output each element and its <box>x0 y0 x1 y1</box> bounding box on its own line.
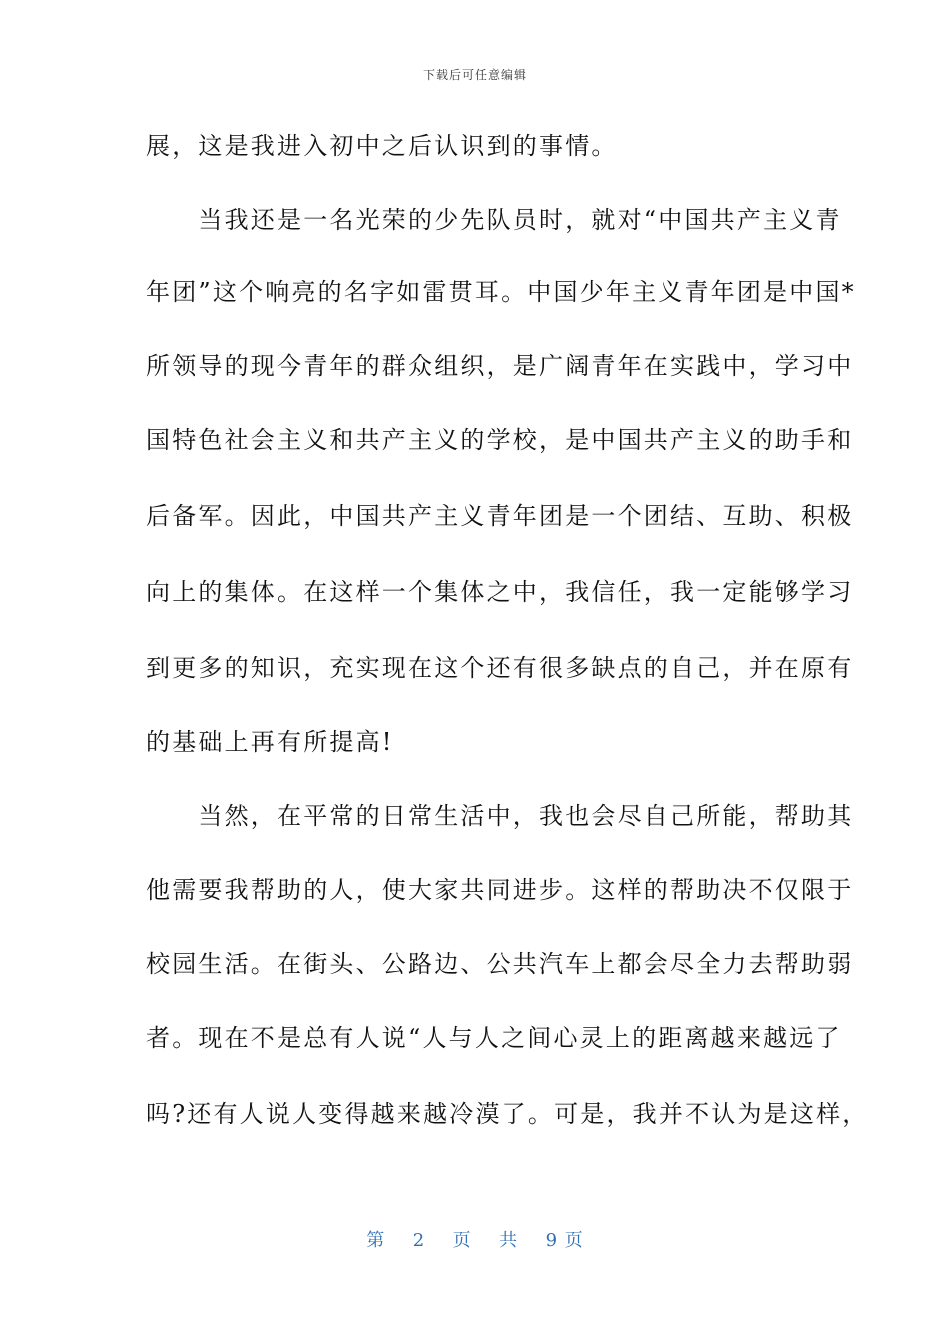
text-line: 展，这是我进入初中之后认识到的事情。 <box>146 132 618 160</box>
text-line: 到更多的知识，充实现在这个还有很多缺点的自己，并在原有 <box>146 654 854 682</box>
page-header: 下载后可任意编辑 <box>422 68 527 82</box>
footer-prefix: 第 <box>366 1230 386 1251</box>
text-line: 他需要我帮助的人，使大家共同进步。这样的帮助决不仅限于 <box>146 876 854 904</box>
footer-total-word: 共 <box>499 1230 519 1251</box>
footer-page-word: 页 <box>452 1230 472 1251</box>
text-line: 年团”这个响亮的名字如雷贯耳。中国少年主义青年团是中国* <box>146 278 856 306</box>
text-line: 当然，在平常的日常生活中，我也会尽自己所能，帮助其 <box>146 802 854 830</box>
text-line: 向上的集体。在这样一个集体之中，我信任，我一定能够学习 <box>146 578 854 606</box>
text-line: 当我还是一名光荣的少先队员时，就对“中国共产主义青 <box>146 206 842 234</box>
text-line: 吗?还有人说人变得越来越冷漠了。可是，我并不认为是这样， <box>146 1100 869 1128</box>
text-line: 校园生活。在街头、公路边、公共汽车上都会尽全力去帮助弱 <box>146 950 854 978</box>
text-line: 后备军。因此，中国共产主义青年团是一个团结、互助、积极 <box>146 502 854 530</box>
text-line: 所领导的现今青年的群众组织，是广阔青年在实践中，学习中 <box>146 352 854 380</box>
total-page-count: 9 <box>545 1230 559 1251</box>
text-line: 者。现在不是总有人说“人与人之间心灵上的距离越来越远了 <box>146 1024 842 1052</box>
text-line: 的基础上再有所提高! <box>146 728 394 756</box>
text-line: 国特色社会主义和共产主义的学校，是中国共产主义的助手和 <box>146 426 854 454</box>
page-footer <box>0 1226 950 1252</box>
current-page-number: 2 <box>412 1230 426 1251</box>
footer-suffix: 页 <box>564 1230 584 1251</box>
